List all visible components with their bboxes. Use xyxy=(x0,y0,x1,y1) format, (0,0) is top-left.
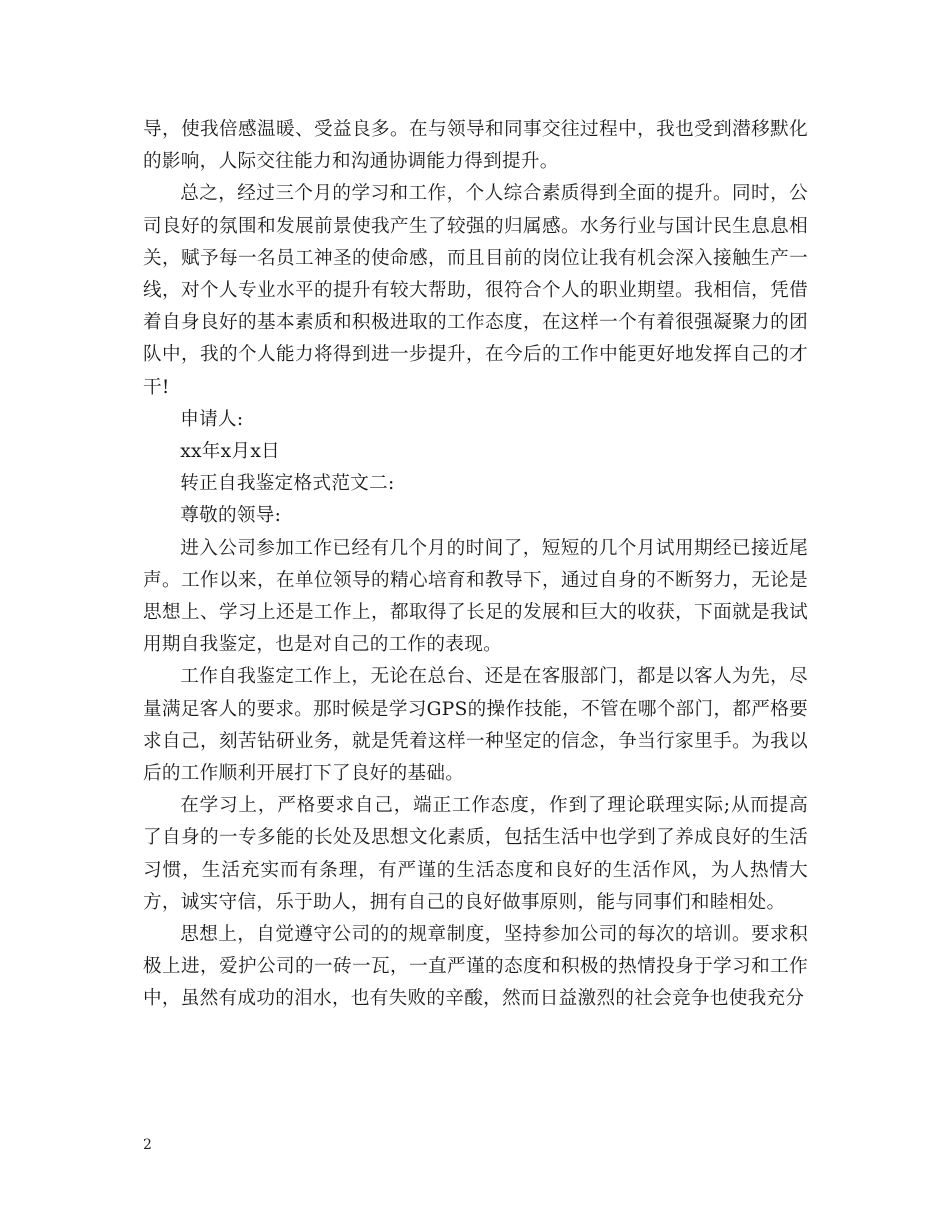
paragraph: 在学习上，严格要求自己，端正工作态度，作到了理论联理实际;从而提高了自身的一专多能的长处及思想文化素质，包括生活中也学到了养成良好的生活习惯，生活充实而有条理，有严谨的生活态度和良好的生活作风，为人热情大方，诚实守信，乐于助人，拥有自己的良好做事原则，能与同事们和睦相处。 xyxy=(143,795,808,913)
section-heading: 转正自我鉴定格式范文二: xyxy=(180,473,395,495)
salutation: 尊敬的领导: xyxy=(180,505,282,527)
paragraph: 进入公司参加工作已经有几个月的时间了，短短的几个月试用期经已接近尾声。工作以来，在单位领导的精心培育和教导下，通过自身的不断努力，无论是思想上、学习上还是工作上，都取得了长足的发展和巨大的收获，下面就是我试用期自我鉴定，也是对自己的工作的表现。 xyxy=(143,537,808,656)
document-body xyxy=(143,114,808,1016)
applicant-label: 申请人: xyxy=(180,408,244,430)
date-line: xx年x月x日 xyxy=(180,441,281,463)
paragraph: 导，使我倍感温暖、受益良多。在与领导和同事交往过程中，我也受到潜移默化的影响，人际交往能力和沟通协调能力得到提升。 xyxy=(143,119,808,173)
page-number: 2 xyxy=(143,1137,152,1153)
paragraph: 工作自我鉴定工作上，无论在总台、还是在客服部门，都是以客人为先，尽量满足客人的要求。那时候是学习GPS的操作技能，不管在哪个部门，都严格要求自己，刻苦钻研业务，就是凭着这样一种坚定的信念，争当行家里手。为我以后的工作顺利开展打下了良好的基础。 xyxy=(143,666,808,785)
paragraph: 总之，经过三个月的学习和工作，个人综合素质得到全面的提升。同时，公司良好的氛围和发展前景使我产生了较强的归属感。水务行业与国计民生息息相关，赋予每一名员工神圣的使命感，而且目前的岗位让我有机会深入接触生产一线，对个人专业水平的提升有较大帮助，很符合个人的职业期望。我相信，凭借着自身良好的基本素质和积极进取的工作态度，在这样一个有着很强凝聚力的团队中，我的个人能力将得到进一步提升，在今后的工作中能更好地发挥自己的才干! xyxy=(143,183,808,398)
paragraph: 思想上，自觉遵守公司的的规章制度，坚持参加公司的每次的培训。要求积极上进，爱护公司的一砖一瓦，一直严谨的态度和积极的热情投身于学习和工作中，虽然有成功的泪水，也有失败的辛酸，然而日益激烈的社会竞争也使我充分 xyxy=(143,924,808,1010)
